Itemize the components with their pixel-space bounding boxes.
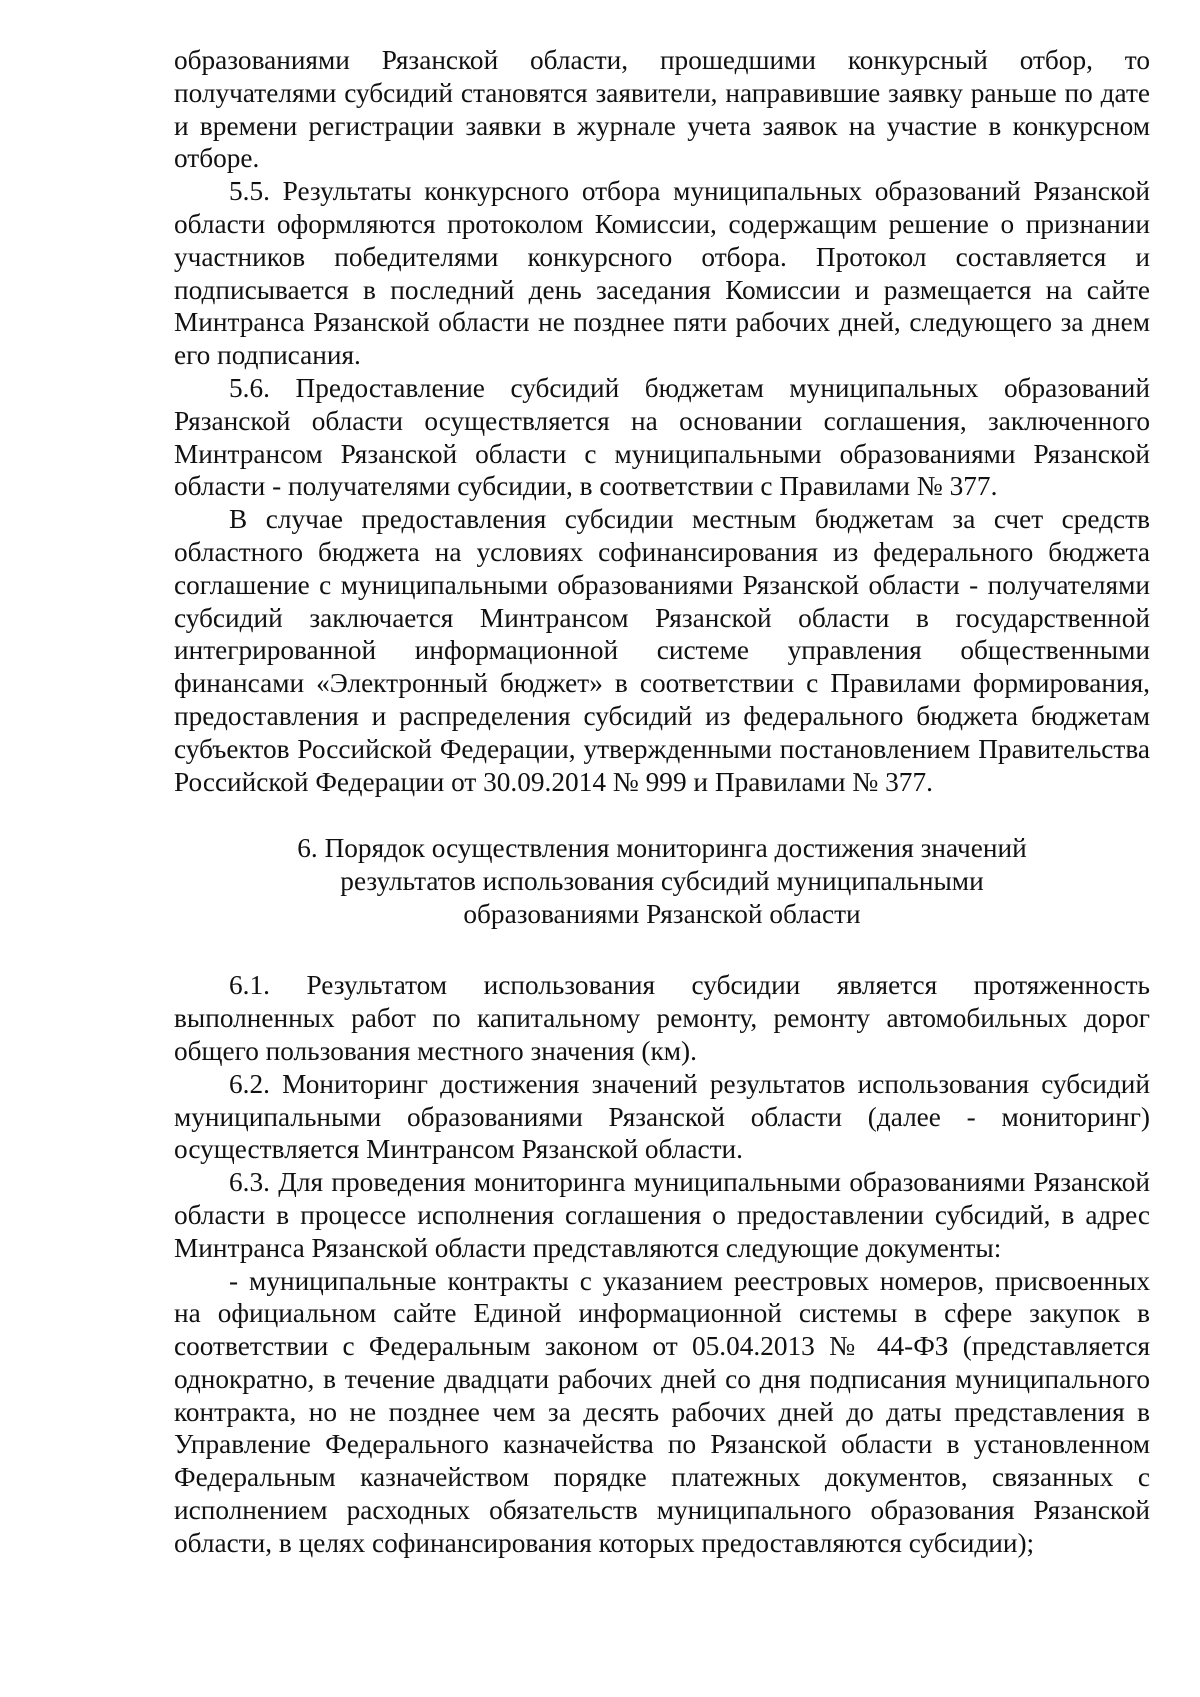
document-page bbox=[174, 44, 1150, 1560]
section-6-heading bbox=[174, 832, 1150, 931]
paragraph-6-1: 6.1. Результатом использования субсидии является протяженность выполненных работ по капитальному ремонту, ремонту автомобильных дорог общего пользования местного значения (км). bbox=[174, 970, 1150, 1066]
paragraph-6-3: 6.3. Для проведения мониторинга муниципальными образованиями Рязанской области в процессе исполнения соглашения о предоставлении субсидий, в адрес Минтранса Рязанской области представляются следующие документы: bbox=[174, 1167, 1150, 1263]
paragraph-6-2: 6.2. Мониторинг достижения значений результатов использования субсидий муниципальными образованиями Рязанской области (далее - мониторинг) осуществляется Минтрансом Рязанской области. bbox=[174, 1068, 1150, 1165]
paragraph-5-5: 5.5. Результаты конкурсного отбора муниципальных образований Рязанской области оформляются протоколом Комиссии, содержащим решение о признании участников победителями конкурсного отбора. Протокол составляется и подписывается в последний день заседания Комиссии и размещается на сайте Минтранса Рязанской области не позднее пяти рабочих дней, следующего за днем его подписания. bbox=[174, 176, 1150, 371]
section-heading-line-1: 6. Порядок осуществления мониторинга достижения значений bbox=[297, 833, 1027, 864]
paragraph-5-6: 5.6. Предоставление субсидий бюджетам муниципальных образований Рязанской области осуществляется на основании соглашения, заключенного Минтрансом Рязанской области с муниципальными образованиями Рязанской области - получателями субсидии, в соответствии с Правилами № 377. bbox=[174, 372, 1150, 502]
section-heading-line-3: образованиями Рязанской области bbox=[463, 899, 861, 930]
paragraph-list-item-contracts: - муниципальные контракты с указанием реестровых номеров, присвоенных на официальном сайте Единой информационной системы в сфере закупок в соответствии с Федеральным законом от 05.04.2013 № 44-ФЗ (представляется однократно, в течение двадцати рабочих дней со дня подписания муниципального контракта, но не позднее чем за десять рабочих дней до даты представления в Управление Федерального казначейства по Рязанской области в установленном Федеральным казначейством порядке платежных документов, связанных с исполнением расходных обязательств муниципального образования Рязанской области, в целях софинансирования которых предоставляются субсидии); bbox=[174, 1265, 1150, 1558]
paragraph-cofinancing: В случае предоставления субсидии местным бюджетам за счет средств областного бюджета на условиях софинансирования из федерального бюджета соглашение с муниципальными образованиями Рязанской области - получателями субсидий заключается Минтрансом Рязанской области в государственной интегрированной информационной системе управления общественными финансами «Электронный бюджет» в соответствии с Правилами формирования, предоставления и распределения субсидий из федерального бюджета бюджетам субъектов Российской Федерации, утвержденными постановлением Правительства Российской Федерации от 30.09.2014 № 999 и Правилами № 377. bbox=[174, 504, 1150, 797]
section-heading-line-2: результатов использования субсидий муниципальными bbox=[340, 866, 984, 897]
paragraph-continuation: образованиями Рязанской области, прошедшими конкурсный отбор, то получателями субсидий становятся заявители, направившие заявку раньше по дате и времени регистрации заявки в журнале учета заявок на участие в конкурсном отборе. bbox=[174, 45, 1150, 174]
